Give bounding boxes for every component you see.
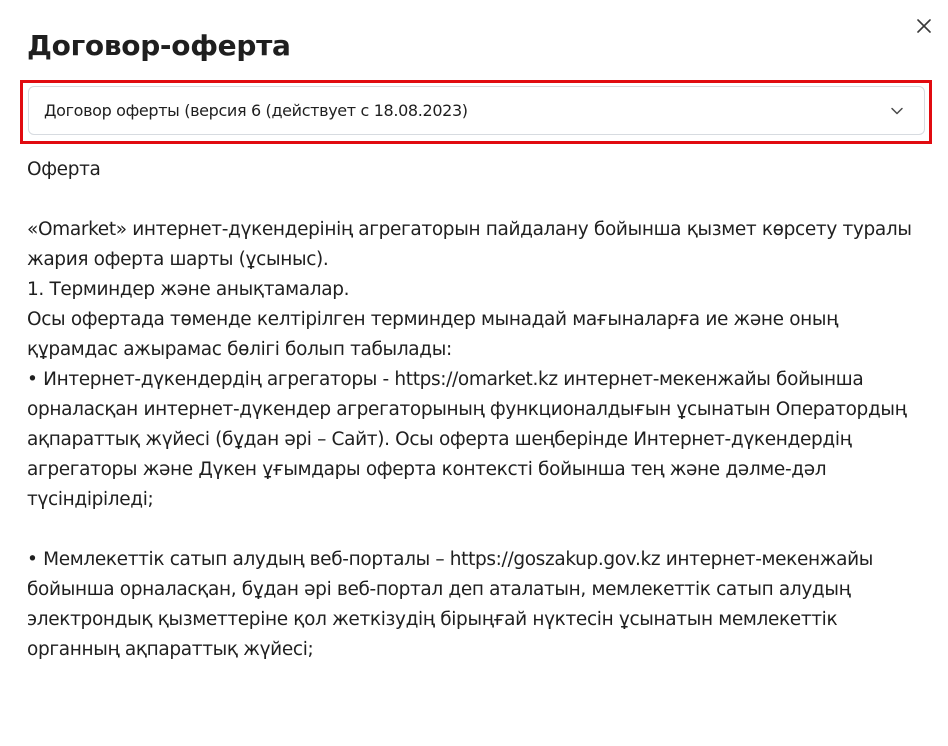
section-lead: Осы офертада төменде келтірілген терминдер мынадай мағыналарға ие және оның құрамдас ажырамас бөлігі болып табылады: (27, 309, 839, 360)
document-body (27, 155, 932, 705)
term-item: • Мемлекеттік сатып алудың веб-порталы – https://goszakup.gov.kz интернет-мекенжайы бойынша орналасқан, бұдан әрі веб-портал деп аталатын, мемлекеттік сатып алудың электрондық қызметтеріне қол жеткізудің бірыңғай нүктесін ұсынатын мемлекеттік органның ақпараттық жүйесі; (27, 549, 873, 660)
term-item: • Интернет-дүкендердің агрегаторы - https://omarket.kz интернет-мекенжайы бойынша орналасқан интернет-дүкендер агрегаторының функционалдығын ұсынатын Оператордың ақпараттық жүйесі (бұдан әрі – Сайт). Осы оферта шеңберінде Интернет-дүкендердің агрегаторы және Дүкен ұғымдары оферта контексті бойынша тең және дәлме-дәл түсіндіріледі; (27, 369, 907, 510)
chevron-down-icon (890, 103, 906, 119)
document-heading: Оферта (27, 159, 101, 180)
modal-title: Договор-оферта (27, 29, 291, 62)
version-select-value: Договор оферты (версия 6 (действует с 18.08.2023) (44, 101, 468, 120)
close-icon (917, 19, 931, 33)
close-button[interactable] (912, 14, 936, 38)
section-title: 1. Терминдер және анықтамалар. (27, 279, 350, 300)
version-select[interactable] (28, 86, 925, 135)
scroll-fade (0, 690, 948, 746)
document-intro: «Omarket» интернет-дүкендерінің агрегаторын пайдалану бойынша қызмет көрсету туралы жария оферта шарты (ұсыныс). (27, 219, 912, 270)
